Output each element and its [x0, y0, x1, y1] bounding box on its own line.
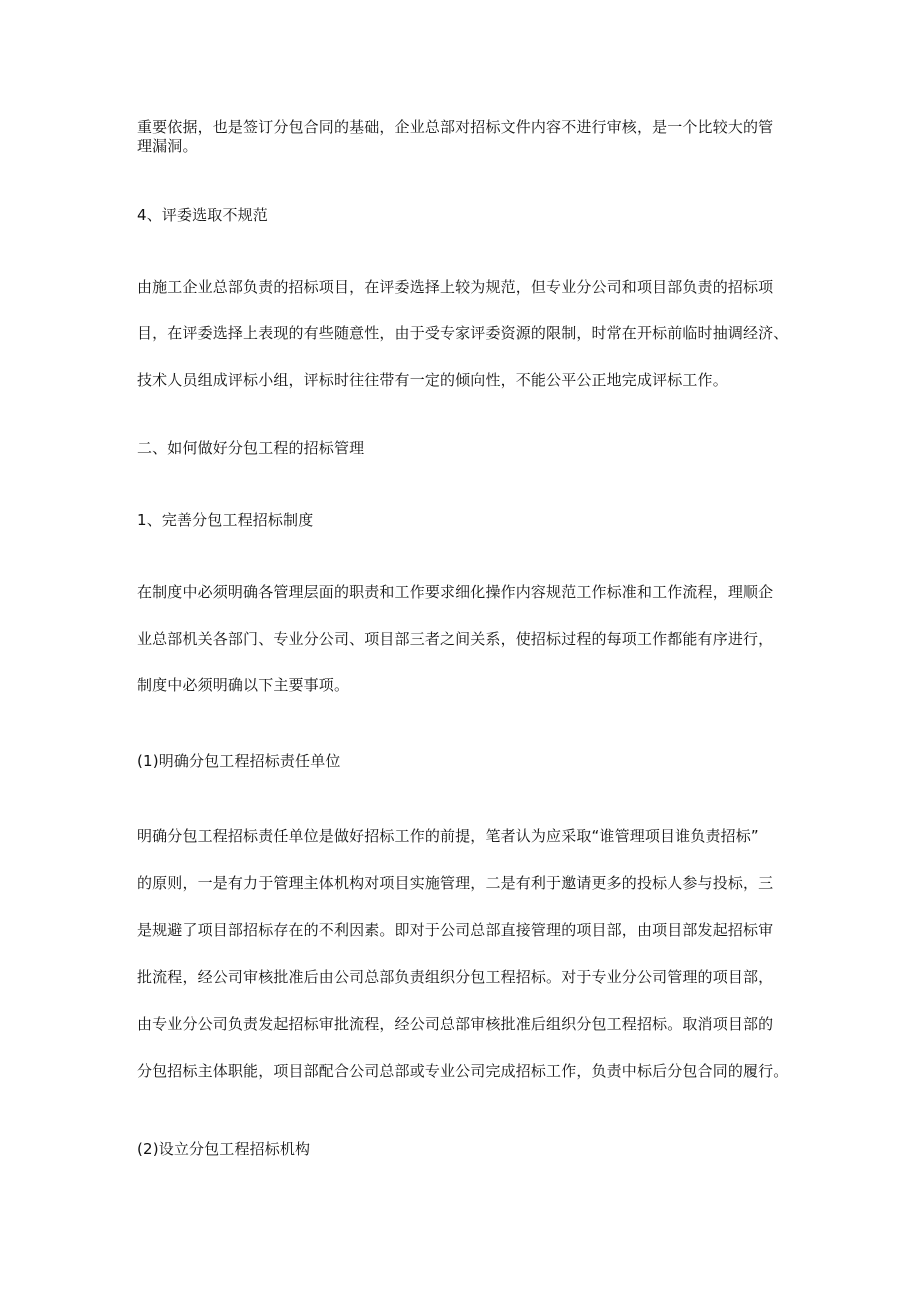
paragraph-line: 理漏洞。 — [137, 137, 198, 155]
paragraph-line: 目，在评委选择上表现的有些随意性，由于受专家评委资源的限制，时常在开标前临时抽调经济、 — [137, 324, 789, 342]
section-heading: 4、评委选取不规范 — [137, 206, 268, 224]
paragraph-line: 由专业分公司负责发起招标审批流程，经公司总部审核批准后组织分包工程招标。取消项目部的 — [137, 1015, 774, 1033]
paragraph-line: 批流程，经公司审核批准后由公司总部负责组织分包工程招标。对于专业分公司管理的项目部， — [137, 968, 774, 986]
paragraph-line: 分包招标主体职能，项目部配合公司总部或专业公司完成招标工作，负责中标后分包合同的履行。 — [137, 1062, 789, 1080]
section-heading: 二、如何做好分包工程的招标管理 — [137, 439, 365, 457]
paragraph-line: 的原则，一是有力于管理主体机构对项目实施管理，二是有利于邀请更多的投标人参与投标，三 — [137, 874, 774, 892]
paragraph-line: 重要依据，也是签订分包合同的基础，企业总部对招标文件内容不进行审核，是一个比较大的管 — [137, 118, 774, 136]
paragraph-line: 明确分包工程招标责任单位是做好招标工作的前提，笔者认为应采取“谁管理项目谁负责招标” — [137, 827, 759, 845]
paragraph-line: 在制度中必须明确各管理层面的职责和工作要求细化操作内容规范工作标准和工作流程，理顺企 — [137, 583, 774, 601]
paragraph-line: 由施工企业总部负责的招标项目，在评委选择上较为规范，但专业分公司和项目部负责的招标项 — [137, 278, 774, 296]
paragraph-line: 业总部机关各部门、专业分公司、项目部三者之间关系，使招标过程的每项工作都能有序进行， — [137, 630, 774, 648]
section-heading: (2)设立分包工程招标机构 — [137, 1140, 311, 1158]
paragraph-line: 技术人员组成评标小组，评标时往往带有一定的倾向性，不能公平公正地完成评标工作。 — [137, 371, 728, 389]
paragraph-line: 是规避了项目部招标存在的不利因素。即对于公司总部直接管理的项目部，由项目部发起招标审 — [137, 921, 774, 939]
paragraph-line: 制度中必须明确以下主要事项。 — [137, 676, 350, 694]
section-heading: 1、完善分包工程招标制度 — [137, 511, 314, 529]
section-heading: (1)明确分包工程招标责任单位 — [137, 752, 341, 770]
